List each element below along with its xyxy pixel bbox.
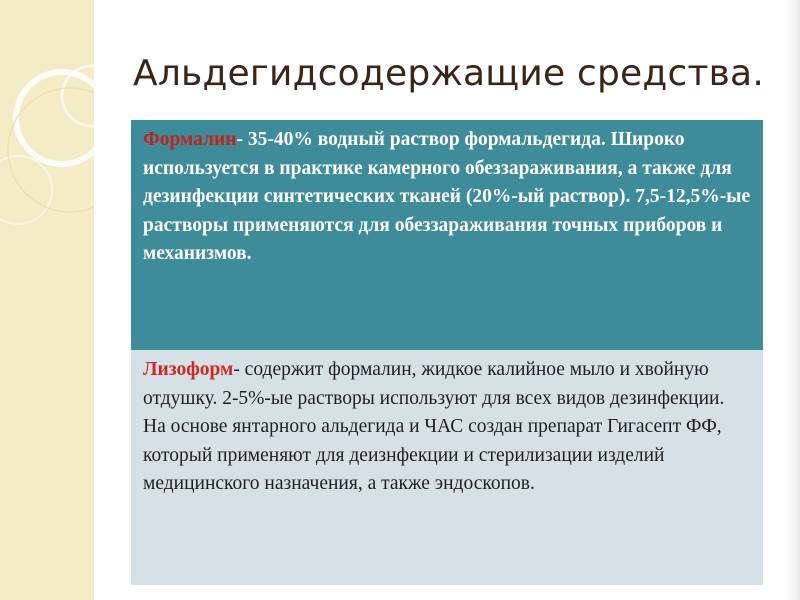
formalin-term: Формалин <box>143 129 237 150</box>
lysoform-term: Лизоформ <box>143 359 234 380</box>
lysoform-paragraph <box>143 356 753 413</box>
formalin-text: - 35-40% водный раствор формальдегида. Широко используется в практике камерного обеззараживания, а также для дезинфекции синтетических тканей (20%-ый раствор). 7,5-12,5%-ые растворы применяются для обеззараживания точных приборов и механизмов. <box>143 129 751 264</box>
page-edge-shadow <box>786 0 800 600</box>
gigasept-paragraph: На основе янтарного альдегида и ЧАС создан препарат Гигасепт ФФ, который применяют для деизнфекции и стерилизации изделий медицинского назначения, а также эндоскопов. <box>143 416 722 494</box>
lysoform-text: - содержит формалин, жидкое калийное мыло и хвойную отдушку. 2-5%-ые растворы используют для всех видов дезинфекции. <box>143 359 725 409</box>
formalin-panel <box>131 120 763 350</box>
decorative-band <box>0 0 94 600</box>
slide-title: Альдегидсодержащие средства. <box>133 53 764 94</box>
decorative-rings-icon <box>0 0 94 600</box>
formalin-paragraph <box>143 126 753 269</box>
lysoform-panel <box>131 350 763 585</box>
